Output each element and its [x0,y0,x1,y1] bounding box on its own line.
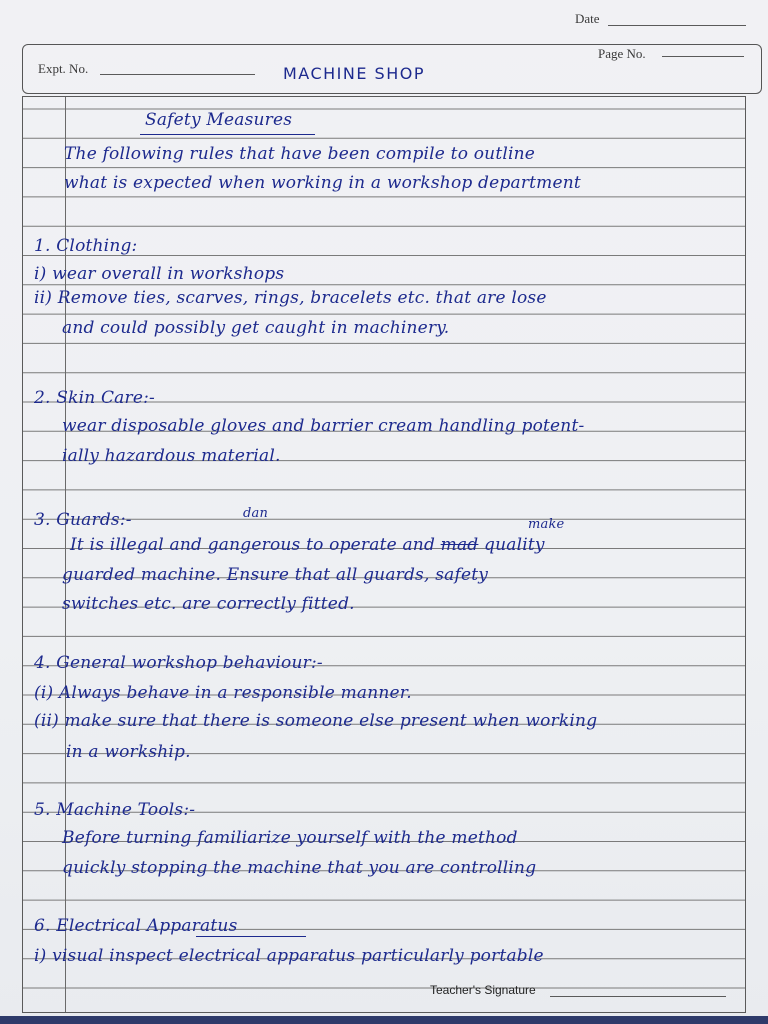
behaviour-line-2: (ii) make sure that there is someone else present when working [34,711,598,731]
clothing-line-3: and could possibly get caught in machinery. [62,318,450,338]
date-label: Date [575,11,600,26]
intro-line-1: The following rules that have been compile to outline [64,144,536,164]
expt-no-line [100,74,255,75]
page-no-line [662,56,744,57]
machine-tools-line-2: quickly stopping the machine that you are controlling [62,858,537,878]
behaviour-line-3: in a workship. [66,742,191,762]
skin-care-line-1: wear disposable gloves and barrier cream handling potent- [62,416,585,436]
section-behaviour-heading: 4. General workshop behaviour:- [34,653,323,673]
page-title: MACHINE SHOP [283,64,425,83]
expt-no-label: Expt. No. [38,61,89,76]
section-electrical-heading: 6. Electrical Apparatus [34,916,238,936]
guards-line-1 [70,537,545,554]
teachers-signature-label: Teacher's Signature [430,983,536,997]
guards-line-1-a: It is illegal and gangerous to operate and [70,535,436,555]
notes-heading: Safety Measures [145,110,293,130]
clothing-line-2: ii) Remove ties, scarves, rings, bracelets etc. that are lose [34,288,547,308]
heading-underline [140,134,315,135]
insert-make: make [528,517,565,532]
section-guards-heading: 3. Guards:- [34,510,132,530]
guards-line-1-c: quality [484,535,545,555]
intro-line-2: what is expected when working in a workshop department [64,173,581,193]
guards-line-2: guarded machine. Ensure that all guards, safety [62,565,489,585]
section-machine-tools-heading: 5. Machine Tools:- [34,800,196,820]
section-skin-care-heading: 2. Skin Care:- [34,388,155,408]
behaviour-line-1: (i) Always behave in a responsible manner. [34,683,412,703]
page-no-label: Page No. [598,46,646,61]
electrical-line-1: i) visual inspect electrical apparatus particularly portable [34,946,544,966]
electrical-heading-underline [196,936,306,937]
section-clothing-heading: 1. Clothing: [34,236,138,256]
machine-tools-line-1: Before turning familiarize yourself with the method [62,828,518,848]
page-edge-shadow [0,1016,768,1024]
insert-dan: dan [243,506,269,521]
clothing-line-1: i) wear overall in workshops [34,264,285,284]
skin-care-line-2: ially hazardous material. [62,446,281,466]
guards-struck-word: mad [440,535,479,555]
signature-line [550,996,726,997]
guards-line-3: switches etc. are correctly fitted. [62,594,355,614]
date-line [608,25,746,26]
